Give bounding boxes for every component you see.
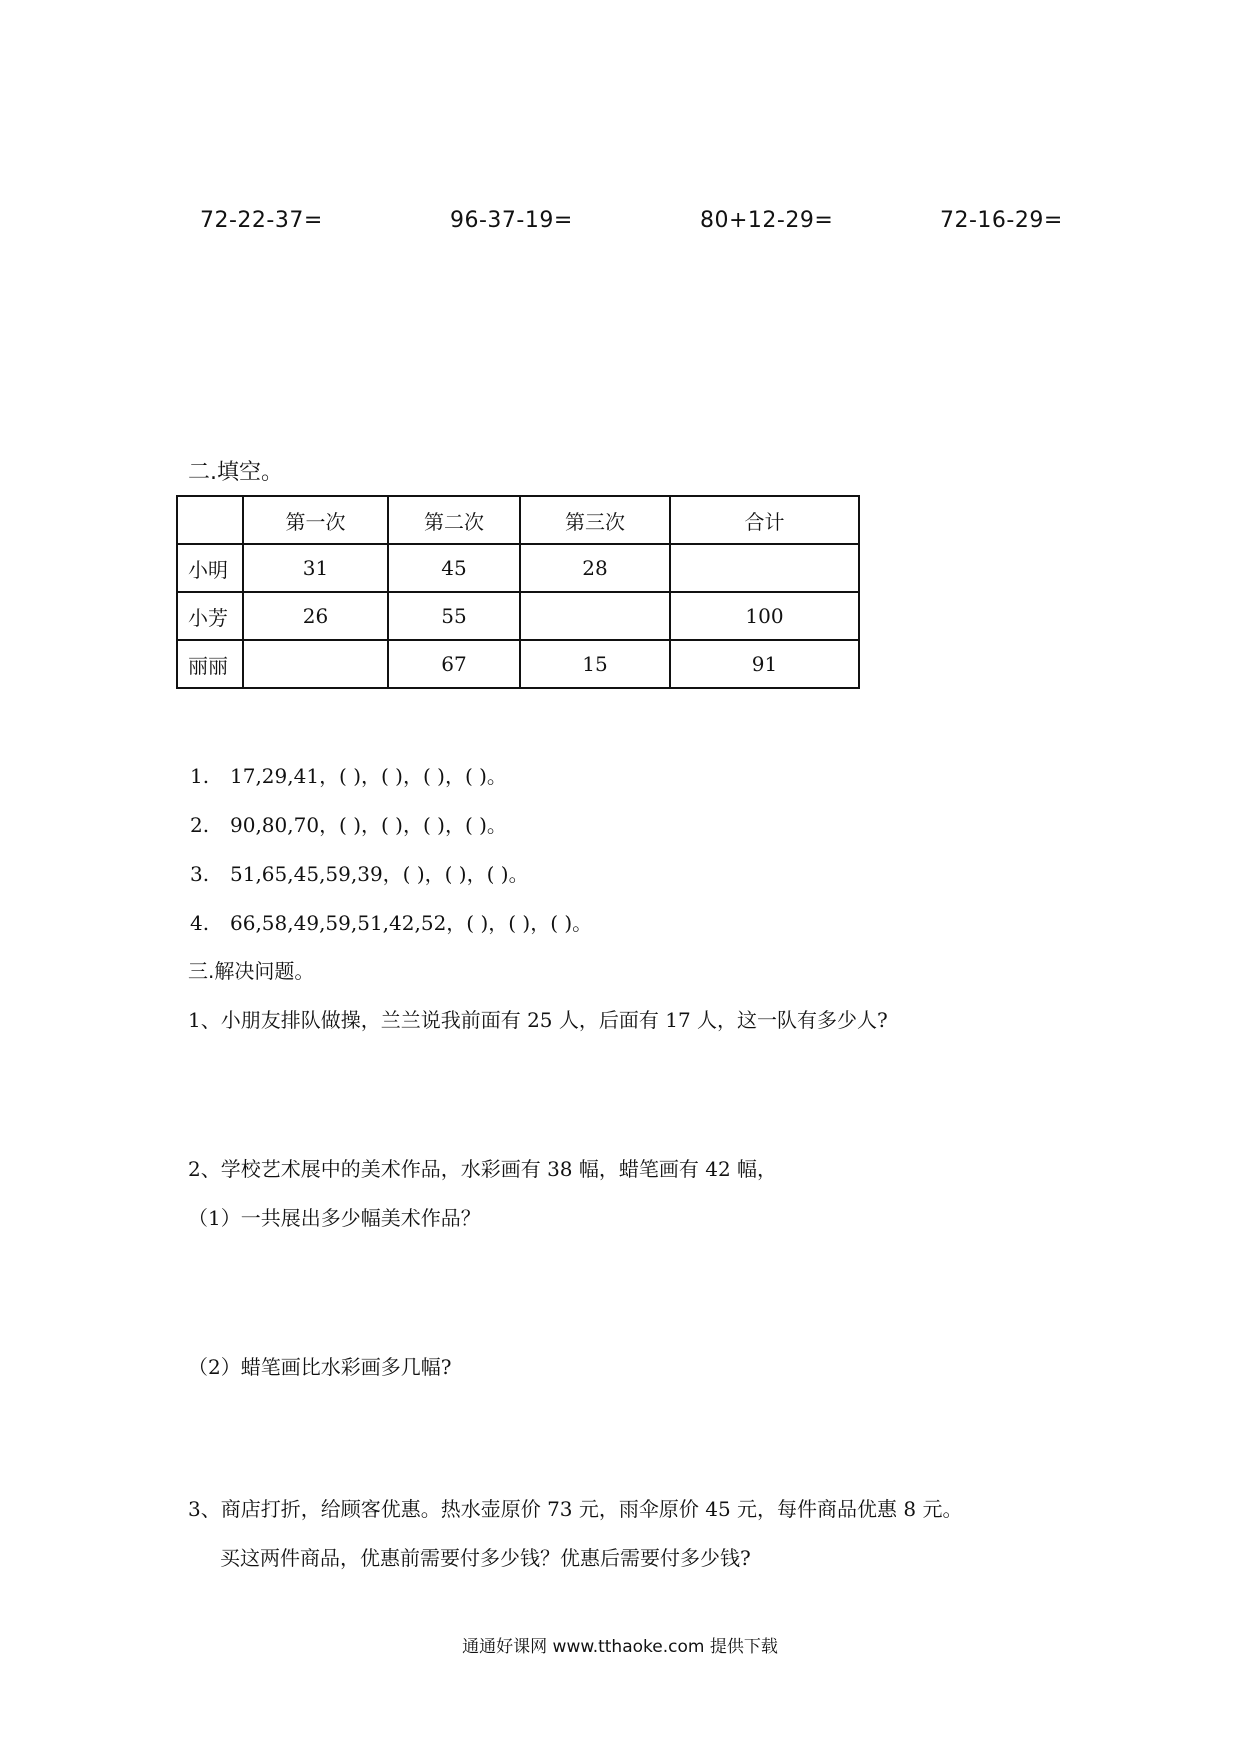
table-cell: [670, 544, 859, 592]
question-2: 2、学校艺术展中的美术作品，水彩画有 38 幅，蜡笔画有 42 幅，: [188, 1157, 778, 1181]
arithmetic-item-2: 96-37-19=: [450, 208, 573, 233]
sequence-item-4: [190, 907, 592, 936]
section2-heading: 二.填空。: [188, 460, 283, 485]
section3-heading: 三.解决问题。: [188, 959, 315, 983]
score-table: [176, 495, 860, 689]
table-cell: [520, 592, 670, 640]
table-header-cell: 合计: [670, 496, 859, 544]
table-row-label: 丽丽: [177, 640, 243, 688]
table-header-cell: 第三次: [520, 496, 670, 544]
table-row: [177, 640, 859, 688]
table-header-row: [177, 496, 859, 544]
table-header-cell: 第一次: [243, 496, 388, 544]
question-1: 1、小朋友排队做操，兰兰说我前面有 25 人，后面有 17 人，这一队有多少人?: [188, 1008, 888, 1032]
question-3: 3、商店打折，给顾客优惠。热水壶原价 73 元，雨伞原价 45 元，每件商品优惠 8 元。: [188, 1497, 963, 1521]
sequence-number: 2.: [190, 813, 210, 837]
table-cell: 100: [670, 592, 859, 640]
sequence-text: 17,29,41，( )，( )，( )，( )。: [230, 764, 507, 788]
table-row: [177, 592, 859, 640]
table-cell: 26: [243, 592, 388, 640]
sequence-item-1: [190, 760, 507, 789]
table-row-label: 小明: [177, 544, 243, 592]
footer-source: 通通好课网 www.tthaoke.com 提供下载: [462, 1637, 778, 1657]
question-2-part-1: （1）一共展出多少幅美术作品？: [188, 1206, 481, 1230]
table-cell: 67: [388, 640, 520, 688]
arithmetic-item-4: 72-16-29=: [940, 208, 1063, 233]
sequence-number: 1.: [190, 764, 210, 788]
sequence-text: 66,58,49,59,51,42,52，( )，( )，( )。: [230, 911, 593, 935]
table-cell: [243, 640, 388, 688]
table-cell: 31: [243, 544, 388, 592]
table-header-cell: 第二次: [388, 496, 520, 544]
arithmetic-item-1: 72-22-37=: [200, 208, 323, 233]
table-cell: 55: [388, 592, 520, 640]
sequence-text: 90,80,70，( )，( )，( )，( )。: [230, 813, 507, 837]
arithmetic-item-3: 80+12-29=: [700, 208, 834, 233]
sequence-number: 4.: [190, 911, 210, 935]
table-row: [177, 544, 859, 592]
table-header-cell: [177, 496, 243, 544]
question-2-part-2: （2）蜡笔画比水彩画多几幅?: [188, 1355, 452, 1379]
sequence-number: 3.: [190, 862, 210, 886]
sequence-item-2: [190, 809, 507, 838]
sequence-item-3: [190, 858, 529, 887]
sequence-text: 51,65,45,59,39，( )，( )，( )。: [230, 862, 529, 886]
table-cell: 91: [670, 640, 859, 688]
table-cell: 28: [520, 544, 670, 592]
table-row-label: 小芳: [177, 592, 243, 640]
table-cell: 15: [520, 640, 670, 688]
question-3-followup: 买这两件商品，优惠前需要付多少钱？优惠后需要付多少钱?: [220, 1546, 751, 1570]
table-cell: 45: [388, 544, 520, 592]
